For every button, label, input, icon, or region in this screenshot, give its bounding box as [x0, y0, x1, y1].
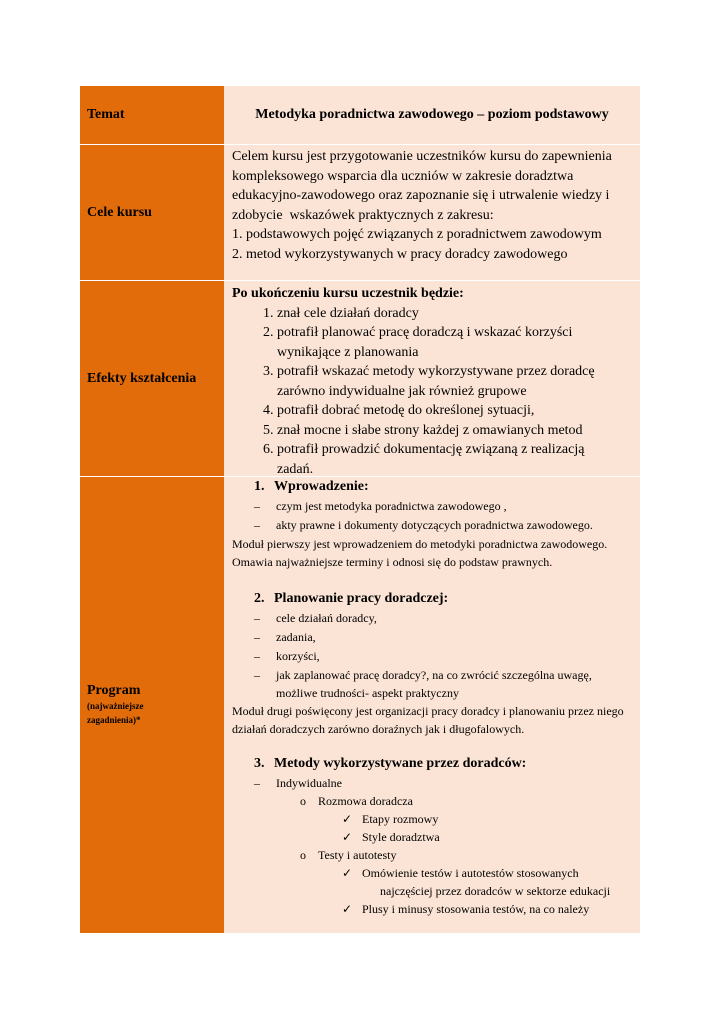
section-description: Moduł pierwszy jest wprowadzeniem do metodyki poradnictwa zawodowego. Omawia najważniejsze terminy i odnosi się do podstaw prawnych. — [232, 537, 608, 569]
list-item: – cele działań doradcy, — [254, 611, 377, 625]
list-item: 4. potrafił dobrać metodę do określonej sytuacji, — [277, 401, 632, 421]
label-efekty: Efekty kształcenia — [80, 281, 224, 476]
list-item: – jak zaplanować pracę doradcy?, na co zwrócić szczególna uwagę, możliwe trudności- aspekt praktyczny — [254, 668, 592, 700]
check-icon: ✓ — [342, 812, 353, 826]
list-item: – Indywidualne — [254, 776, 342, 790]
section-number: 2. — [254, 591, 265, 606]
cele-line: 2. metod wykorzystywanych w pracy doradcy zawodowego — [232, 246, 568, 262]
section-title: Planowanie pracy doradczej: — [274, 591, 449, 606]
check-icon: ✓ — [342, 830, 353, 844]
circle-bullet-icon: o — [300, 848, 306, 862]
label-cele: Cele kursu — [80, 145, 224, 280]
check-icon: ✓ — [342, 902, 353, 916]
value-efekty — [224, 281, 640, 476]
list-item: 6. potrafił prowadzić dokumentację związaną z realizacją zadań. — [277, 440, 632, 479]
program-sublabel: (najważniejsze — [87, 701, 144, 711]
section-items — [232, 774, 632, 792]
section-heading — [232, 754, 632, 774]
check-item: ✓ Omówienie testów i autotestów stosowanych — [342, 866, 579, 880]
circle-bullet-icon: o — [300, 794, 306, 808]
section-items — [232, 609, 632, 702]
section-heading — [232, 477, 632, 497]
list-item: – czym jest metodyka poradnictwa zawodowego , — [254, 499, 507, 513]
label-program — [80, 477, 224, 933]
section-items — [232, 497, 632, 535]
section-number: 1. — [254, 479, 265, 494]
check-icon: ✓ — [342, 866, 353, 880]
section-title: Metody wykorzystywane przez doradców: — [274, 756, 527, 771]
section-number: 3. — [254, 756, 265, 771]
check-item-continuation: najczęściej przez doradców w sektorze edukacji — [380, 884, 611, 898]
program-sublabel: zagadnienia)* — [87, 715, 141, 725]
cele-line: Celem kursu jest przygotowanie uczestników kursu do zapewnienia — [232, 149, 612, 164]
row-program — [80, 477, 640, 933]
list-item: – akty prawne i dokumenty dotyczących poradnictwa zawodowego. — [254, 518, 593, 532]
sublist-item: o Testy i autotesty — [300, 848, 397, 862]
row-efekty — [80, 281, 640, 477]
cele-line: zdobycie wskazówek praktycznych z zakresu: — [232, 207, 494, 223]
row-temat — [80, 86, 640, 145]
list-item: 3. potrafił wskazać metody wykorzystywane przez doradcę zarówno indywidualne jak również grupowe — [277, 362, 632, 401]
value-program — [224, 477, 640, 933]
list-item: – zadania, — [254, 630, 316, 644]
list-item: – korzyści, — [254, 649, 320, 663]
efekty-heading: Po ukończeniu kursu uczestnik będzie: — [232, 286, 464, 301]
sublist-item: o Rozmowa doradcza — [300, 794, 413, 808]
list-item: 1. znał cele działań doradcy — [277, 304, 632, 324]
check-item: ✓ Style doradztwa — [342, 830, 440, 844]
list-item: 2. potrafił planować pracę doradczą i wskazać korzyści wynikające z planowania — [277, 323, 632, 362]
cele-line: kompleksowego wsparcia dla uczniów w zakresie doradztwa — [232, 168, 574, 184]
check-item: ✓ Plusy i minusy stosowania testów, na co należy — [342, 902, 590, 916]
section-description: Moduł drugi poświęcony jest organizacji pracy doradcy i planowaniu przez niego działań doradczych zarówno doraźnych jak i długofalowych. — [232, 704, 624, 736]
check-item: ✓ Etapy rozmowy — [342, 812, 439, 826]
section-title: Wprowadzenie: — [274, 479, 369, 494]
value-temat: Metodyka poradnictwa zawodowego – poziom podstawowy — [224, 86, 640, 144]
program-title: Program — [87, 683, 141, 698]
section-heading — [232, 589, 632, 609]
list-item: 5. znał mocne i słabe strony każdej z omawianych metod — [277, 421, 632, 441]
value-cele — [224, 145, 640, 280]
label-temat: Temat — [80, 86, 224, 144]
cele-line: edukacyjno-zawodowego oraz zapoznanie się i utrwalenie wiedzy i — [232, 188, 610, 203]
cele-line: 1. podstawowych pojęć związanych z poradnictwem zawodowym — [232, 227, 602, 242]
row-cele — [80, 145, 640, 281]
course-table — [80, 86, 640, 933]
efekty-list — [232, 304, 632, 480]
